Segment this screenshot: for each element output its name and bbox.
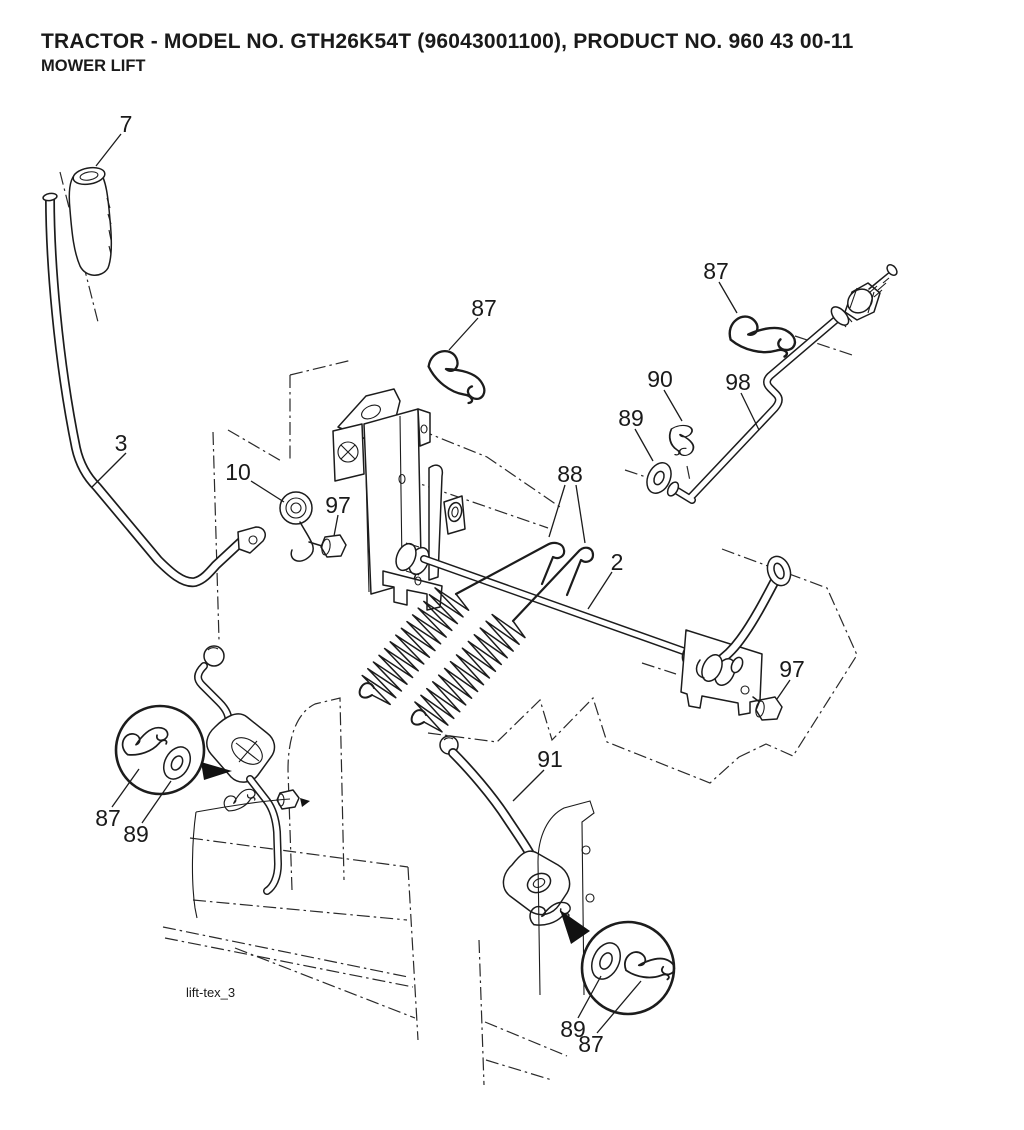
retainer-clip	[668, 423, 697, 458]
hairpin-clip-front-installed	[222, 786, 259, 814]
callout-spring-hooks: 88	[557, 461, 583, 487]
callout-retainer-right: 90	[647, 366, 673, 392]
lift-link-rod	[665, 263, 899, 500]
page-title: TRACTOR - MODEL NO. GTH26K54T (96043001100), PRODUCT NO. 960 43 00-11	[41, 30, 854, 53]
callout-link-rod: 98	[725, 369, 751, 395]
callout-circle-rear	[560, 910, 676, 1014]
bolt-left	[309, 535, 346, 557]
callout-grip: 7	[119, 111, 133, 137]
hairpin-clip-right	[726, 313, 798, 360]
callout-hairpin-top: 87	[471, 295, 497, 321]
callout-lift-lever: 3	[114, 430, 128, 456]
callout-hairpin-right: 87	[703, 258, 729, 284]
right-bracket	[681, 553, 794, 715]
callout-lift-shaft: 2	[610, 549, 624, 575]
callout-washer-rear: 89	[560, 1016, 586, 1042]
lever-grip	[69, 165, 111, 275]
callout-washer-front: 89	[123, 821, 149, 847]
callout-bolt-right: 97	[779, 656, 805, 682]
callout-hairpin-front: 87	[95, 805, 121, 831]
callout-hairpin-rear: 87	[578, 1031, 604, 1057]
callout-torsion-spring: 10	[225, 459, 251, 485]
callout-bolt-left: 97	[325, 492, 351, 518]
drawing-id: lift-tex_3	[186, 985, 236, 1000]
torsion-spring	[280, 492, 313, 561]
callout-rear-link: 91	[537, 746, 563, 772]
phantom-frame-lines	[60, 172, 857, 1085]
bolt-right	[753, 697, 782, 720]
hairpin-clip-top	[423, 345, 491, 409]
rear-lift-link	[440, 736, 594, 995]
callout-washer-right: 89	[618, 405, 644, 431]
page-subtitle: MOWER LIFT	[41, 57, 146, 75]
center-bracket	[333, 389, 465, 610]
